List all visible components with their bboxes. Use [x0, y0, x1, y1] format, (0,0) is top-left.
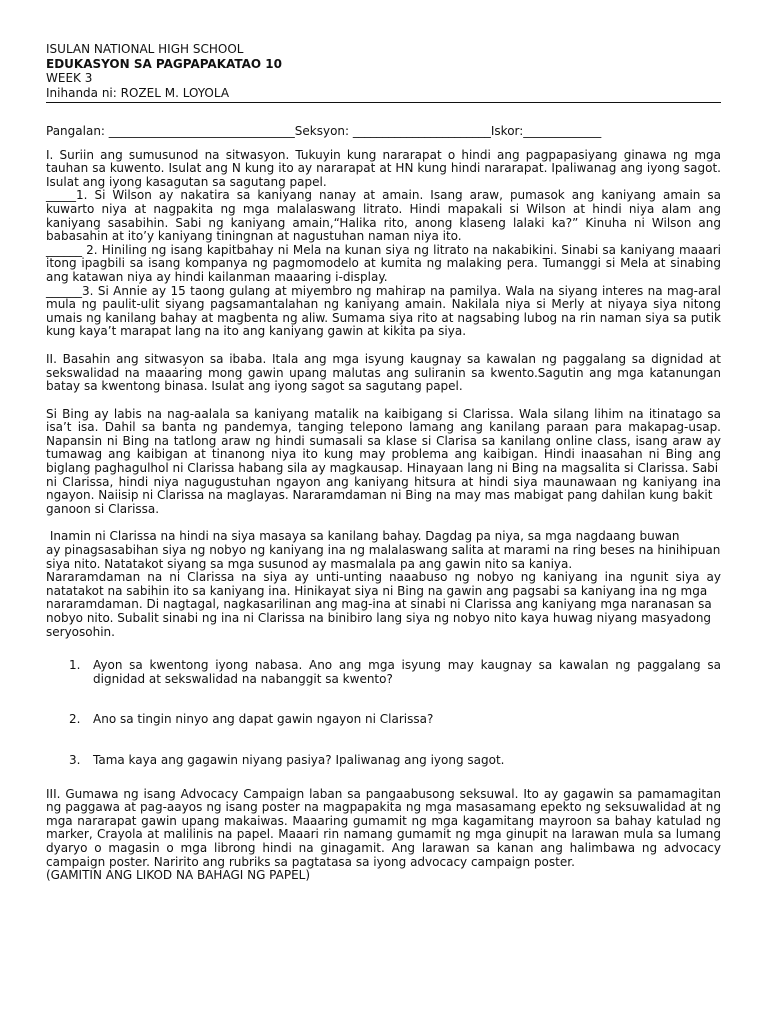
- question-number: 2.: [69, 712, 81, 727]
- header: [46, 42, 721, 100]
- part-two: [46, 353, 721, 768]
- situation-item-3: ______3. Si Annie ay 15 taong gulang at miyembro ng mahirap na pamilya. Wala na siyang interes na mag-aral mula ng paulit-ulit siyang pagsamantalahan ng kaniyang amain. Nakilala niya si Merly at niyaya siya nitong umais ng kanilang bahay at magbenta ng aliw. Sumama siya rito at nagsabing lubog na rin naman siya sa putik kung kaya’t marapat lang na ito ang kaniyang gawin at kikita pa siya.: [46, 283, 721, 339]
- story-paragraph: ni Clarissa, hindi niya nagugustuhan ngayon ang kaniyang hitsura at hindi siya maunawaan ng kaniyang ina ngayon. Naiisip ni Clarissa na maglayas. Nararamdaman ni Bing na may mas mabigat pang dahilan kung bakit: [46, 474, 721, 503]
- student-info-line: Pangalan: _______________________________Seksyon: _______________________Iskor:_____________: [46, 124, 602, 138]
- question-number: 1.: [69, 658, 81, 673]
- story-paragraph: Nararamdaman na ni Clarissa na siya ay unti-unting naaabuso ng nobyo ng kaniyang ina ngunit siya ay natatakot na sabihin ito sa kaniyang ina. Hinikayat siya ni Bing na gawin ang pagsabi sa kaniyang ina ng mga: [46, 570, 721, 598]
- story-paragraph: Inamin ni Clarissa na hindi na siya masaya sa kanilang bahay. Dagdag pa niya, sa mga nagdaang buwan: [46, 529, 680, 544]
- question-text: Ayon sa kwentong iyong nabasa. Ano ang mga isyung may kaugnay sa kawalan ng paggalang sa dignidad at sekswalidad na nabanggit sa kwento?: [93, 658, 721, 686]
- school-name: ISULAN NATIONAL HIGH SCHOOL: [46, 42, 244, 56]
- question-1: [69, 659, 721, 686]
- question-text: Tama kaya ang gagawin niyang pasiya? Ipaliwanag ang iyong sagot.: [93, 752, 505, 767]
- story-paragraph: seryosohin.: [46, 624, 115, 639]
- story-paragraph: nararamdaman. Di nagtagal, nagkasarilinan ang mag-ina at sinabi ni Clarissa ang kaniyang mga naranasan sa: [46, 597, 712, 612]
- part-two-instructions: II. Basahin ang sitwasyon sa ibaba. Itala ang mga isyung kaugnay sa kawalan ng paggalang sa dignidad at sekswalidad na maaaring mong gawin upang malutas ang suliranin sa kwento.Sagutin ang mga katanungan batay sa kwentong binasa. Isulat ang iyong sagot sa sagutang papel.: [46, 351, 721, 394]
- question-2: [69, 713, 721, 727]
- story-paragraph: ay pinagsasabihan siya ng nobyo ng kaniyang ina ng malalaswang salita at marami na ring beses na hinihipuan: [46, 543, 721, 558]
- part-one-instructions: I. Suriin ang sumusunod na sitwasyon. Tukuyin kung nararapat o hindi ang pagpapasiyang ginawa ng mga tauhan sa kuwento. Isulat ang N kung ito ay nararapat at HN kung hindi nararapat. Ipaliwanag ang iyong sagot. Isulat ang iyong kasagutan sa sagutang papel.: [46, 147, 721, 189]
- question-number: 3.: [69, 752, 81, 767]
- worksheet-page: [46, 42, 721, 883]
- part-three-note: (GAMITIN ANG LIKOD NA BAHAGI NG PAPEL): [46, 868, 311, 883]
- subject-title: EDUKASYON SA PAGPAPAKATAO 10: [46, 56, 282, 71]
- part-three: [46, 788, 721, 883]
- question-text: Ano sa tingin ninyo ang dapat gawin ngayon ni Clarissa?: [93, 712, 434, 727]
- part-one: [46, 149, 721, 339]
- story-paragraph: ganoon si Clarissa.: [46, 501, 160, 516]
- situation-item-2: ______ 2. Hiniling ng isang kapitbahay ni Mela na kunan siya ng litrato na nakabikini. Sinabi sa kaniyang maaari itong ipagbili sa isang kompanya ng pagmomodelo at kumita ng malaking pera. Tumanggi si Mela at sinabing ang katawan niya ay hindi kailanman maaaring i-display.: [46, 242, 721, 284]
- story-paragraph: nobyo nito. Subalit sinabi ng ina ni Clarissa na binibiro lang siya ng nobyo nito kaya huwag niyang masyadong: [46, 611, 712, 625]
- story-paragraph: Si Bing ay labis na nag-aalala sa kaniyang matalik na kaibigang si Clarissa. Wala silang lihim na itinatago sa isa’t isa. Dahil sa banta ng pandemya, tanging telepono lamang ang kanilang paraan para makapag-usap. Napansin ni Bing na tatlong araw ng hindi sumasali sa klase si Clarisa sa kanilang online class, isang araw ay tumawag ang kaibigan at tinanong niya ito kung may problema ang kaibigan. Hindi inaasahan ni Bing ang biglang paghagulhol ni Clarissa habang sila ay magkausap. Hinayaan lang ni Bing na magsalita si Clarissa. Sabi: [46, 406, 721, 476]
- question-3: [69, 754, 721, 768]
- week-label: WEEK 3: [46, 71, 93, 85]
- part-three-text: III. Gumawa ng isang Advocacy Campaign laban sa pangaabusong seksuwal. Ito ay gagawin sa pamamagitan ng paggawa at pag-aayos ng isang poster na magpapakita ng mga masasamang epekto ng seksuwalidad at ng mga nararapat gawin upang makaiwas. Maaaring gumamit ng mga kagamitang mayroon sa bahay katulad ng marker, Crayola at malilinis na papel. Maaari rin namang gumamit ng mga ginupit na larawan mula sa lumang dyaryo o magasin o mga librong hindi na ginagamit. Ang larawan sa kanan ang halimbawa ng advocacy campaign poster. Naririto ang rubriks sa pagtatasa sa iyong advocacy campaign poster.: [46, 786, 721, 869]
- prepared-by: Inihanda ni: ROZEL M. LOYOLA: [46, 85, 230, 100]
- story-paragraph: siya nito. Natatakot siyang sa mga susunod ay masmalala pa ang gawin nito sa kaniya.: [46, 556, 573, 571]
- situation-item-1: _____1. Si Wilson ay nakatira sa kaniyang nanay at amain. Isang araw, pumasok ang kaniyang amain sa kuwarto niya at nagpakita ng mga malalaswang litrato. Hindi mapakali si Wilson at hindi niya alam ang kaniyang sasabihin. Sabi ng kaniyang amain,“Halika rito, anong klaseng lalaki ka?” Kinuha ni Wilson ang babasahin at ito’y kaniyang tiningnan at nagustuhan naman niya ito.: [46, 188, 721, 244]
